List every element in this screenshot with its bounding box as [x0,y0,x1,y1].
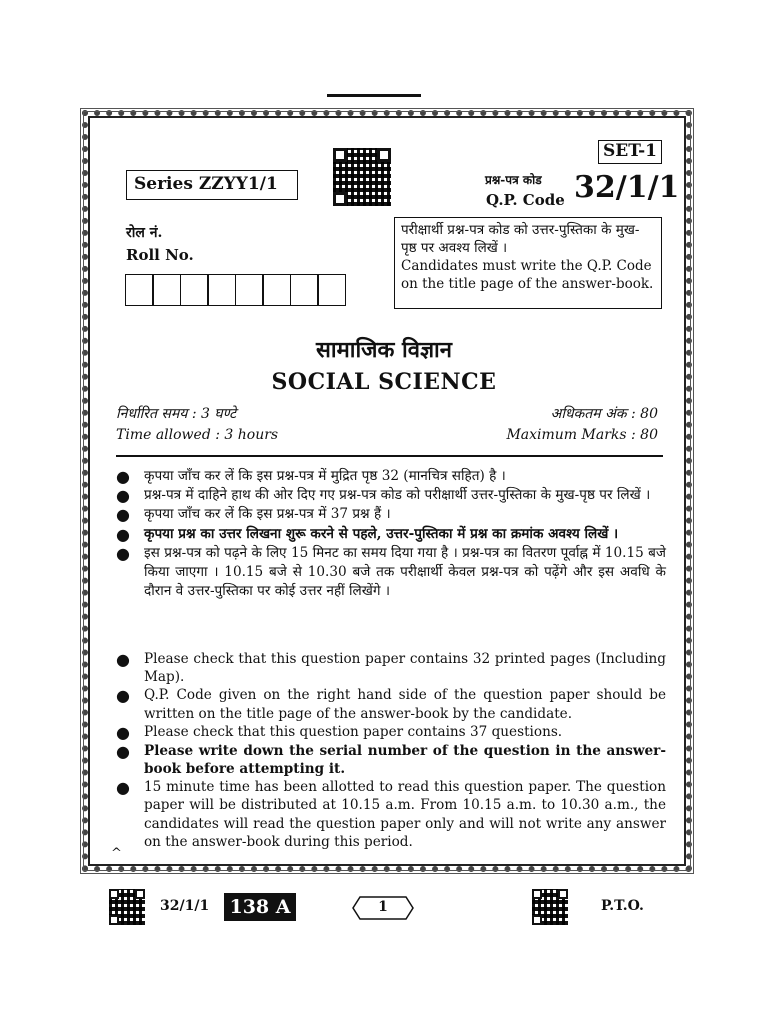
section-divider [116,455,663,457]
caret-mark: ^ [111,846,122,861]
list-item: ● कृपया प्रश्न का उत्तर लिखना शुरू करने से पहले, उत्तर-पुस्तिका में प्रश्न का क्रमांक अवश्य लिखें । [116,524,619,544]
pto-label: P.T.O. [601,898,644,914]
list-item: ● प्रश्न-पत्र में दाहिने हाथ की ओर दिए गए प्रश्न-पत्र कोड को परीक्षार्थी उत्तर-पुस्तिका के मुख-पृष्ठ पर लिखें । [116,486,651,506]
qp-code-label: Q.P. Code [486,191,565,209]
list-item: ● कृपया जाँच कर लें कि इस प्रश्न-पत्र में 37 प्रश्न हैं । [116,505,391,525]
roll-number-box[interactable] [180,274,209,306]
instructions-english [116,650,666,851]
set-label: SET-1 [598,140,662,164]
roll-number-boxes[interactable] [126,274,346,306]
candidate-note-box [394,217,662,309]
time-allowed: Time allowed : 3 hours [116,427,279,443]
footer-badge: 138 A [224,893,296,921]
time-allowed-hindi: निर्धारित समय : 3 घण्टे [116,406,237,422]
top-rule [327,94,421,97]
subject-title-hindi: सामाजिक विज्ञान [316,337,452,363]
list-item: ● कृपया जाँच कर लें कि इस प्रश्न-पत्र में मुद्रित पृष्ठ 32 (मानचित्र सहित) है । [116,467,506,486]
roll-number-box[interactable] [207,274,236,306]
roll-number-box[interactable] [235,274,264,306]
roll-number-box[interactable] [317,274,346,306]
page-number-label: 1 [378,899,388,915]
note-english: Candidates must write the Q.P. Code on the title page of the answer-book. [401,258,654,292]
roll-label-hindi: रोल नं. [126,225,163,241]
list-item: ● Q.P. Code given on the right hand side of the question paper should be written on the title page of the answer-book by the candidate. [116,686,666,722]
page-number [352,896,414,920]
subject-title: SOCIAL SCIENCE [271,369,497,395]
list-item: ● Please write down the serial number of the question in the answer-book before attempting it. [116,741,666,778]
qp-code-value: 32/1/1 [574,170,680,205]
list-item: ● 15 minute time has been allotted to read this question paper. The question paper will be distributed at 10.15 a.m. From 10.15 a.m. to 10.30 a.m., the candidates will read the question paper only and will not write any answer on the answer-book during this period. [116,778,666,850]
max-marks-hindi: अधिकतम अंक : 80 [550,406,658,422]
footer-qp-code: 32/1/1 [160,898,210,914]
instructions-hindi [116,467,666,601]
roll-number-box[interactable] [262,274,291,306]
list-item: ● Please check that this question paper contains 37 questions. [116,722,563,742]
note-hindi: परीक्षार्थी प्रश्न-पत्र कोड को उत्तर-पुस्तिका के मुख-पृष्ठ पर अवश्य लिखें । [401,222,640,256]
roll-number-box[interactable] [152,274,181,306]
barcode-icon [109,889,145,925]
qr-code-icon [333,148,391,206]
roll-number-box[interactable] [290,274,319,306]
footer-qr-code-icon [532,889,568,925]
qp-code-label-hindi: प्रश्न-पत्र कोड [485,173,542,187]
roll-number-box[interactable] [125,274,154,306]
max-marks: Maximum Marks : 80 [506,427,658,443]
list-item: ● इस प्रश्न-पत्र को पढ़ने के लिए 15 मिनट का समय दिया गया है । प्रश्न-पत्र का वितरण पूर्वाह्न में 10.15 बजे किया जाएगा । 10.15 बजे से 10.30 बजे तक परीक्षार्थी केवल प्रश्न-पत्र को पढ़ेंगे और इस अवधि के दौरान वे उत्तर-पुस्तिका पर कोई उत्तर नहीं लिखेंगे । [116,543,666,600]
series-label: Series ZZYY1/1 [126,170,298,200]
list-item: ● Please check that this question paper contains 32 printed pages (Including Map). [116,650,666,686]
roll-label: Roll No. [126,246,194,264]
